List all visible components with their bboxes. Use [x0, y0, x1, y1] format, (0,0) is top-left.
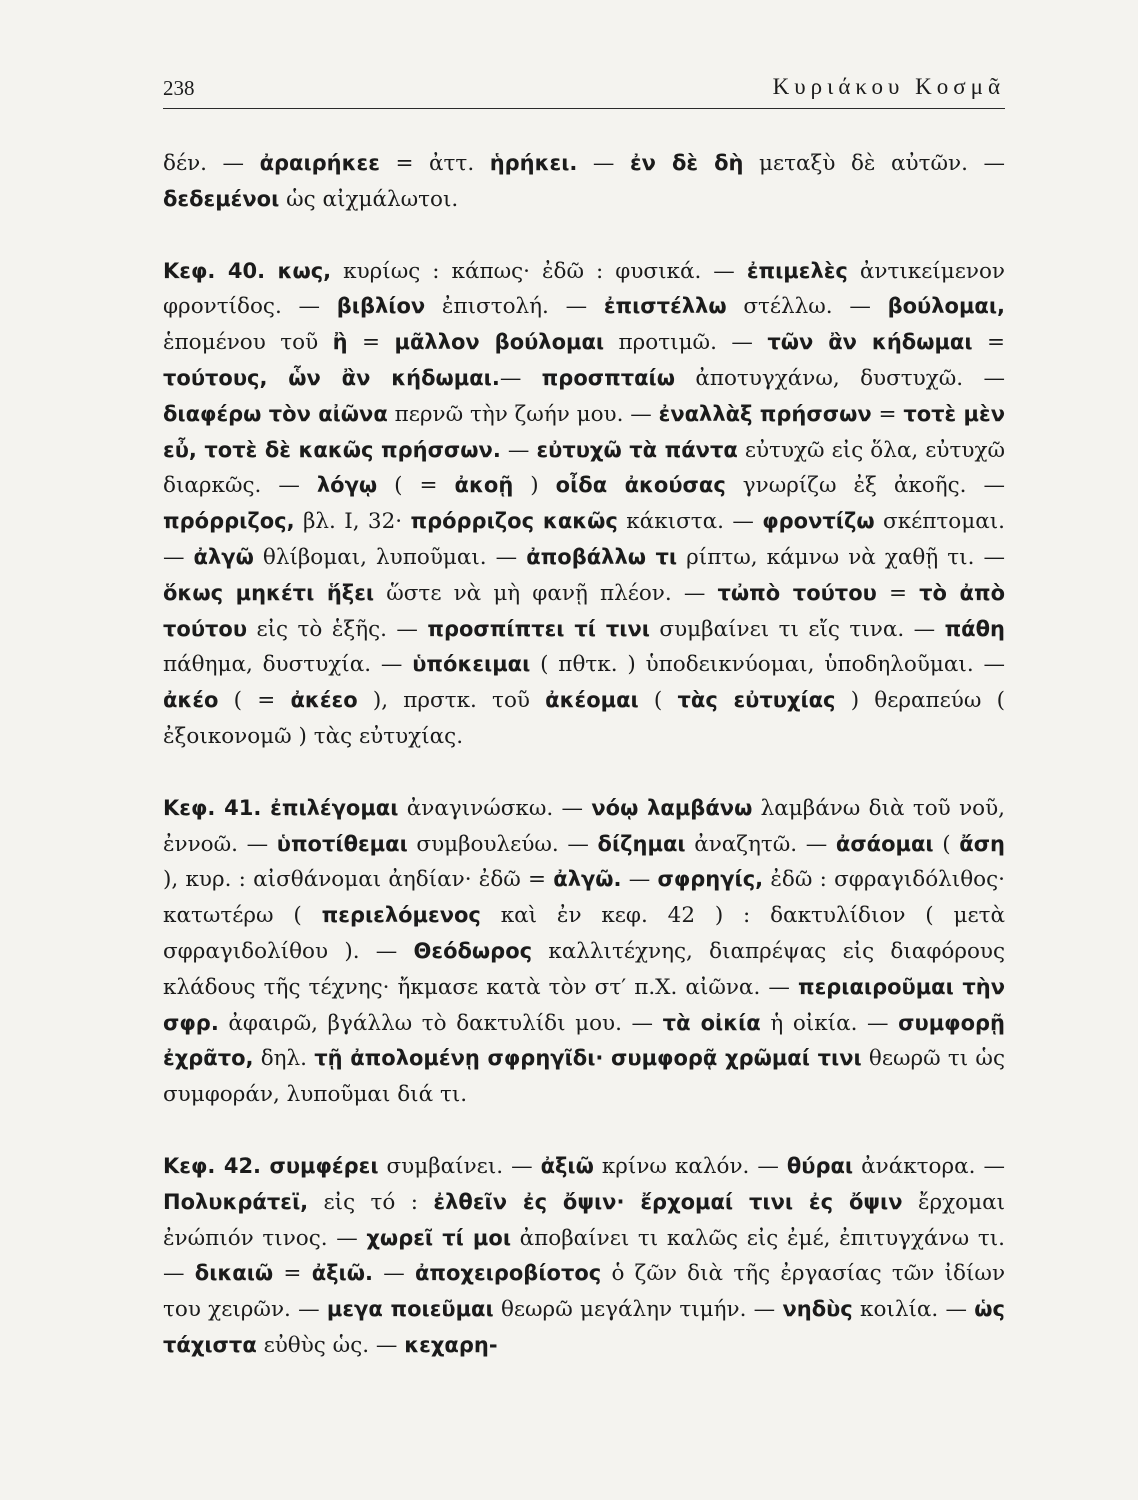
glossary-term: φροντίζω — [762, 509, 875, 534]
glossary-term: ἐναλλὰξ πρήσσων — [658, 401, 872, 426]
glossary-text: βλ. I, 32· — [294, 509, 411, 535]
glossary-text: κρίνω καλόν. — — [593, 1153, 787, 1179]
glossary-text: κυρίως : κάπως· ἐδῶ : φυσικά. — — [331, 258, 747, 284]
glossary-text: ), κυρ. : αἰσθάνομαι ἀηδίαν· ἐδῶ = — [163, 867, 554, 893]
glossary-term: πρόρριζος, — [163, 509, 295, 534]
glossary-term: τὠπὸ τούτου — [717, 580, 877, 605]
glossary-text: εὐτυχῶ εἰς ὅλα, εὐτυχῶ διαρκῶς. — — [163, 437, 1006, 499]
glossary-term: ἐλθεῖν ἐς ὄψιν· ἔρχομαί τινι ἐς ὄψιν — [433, 1189, 903, 1214]
paragraph-chapter-42 — [163, 1149, 1005, 1364]
glossary-text: ( = — [377, 473, 455, 499]
glossary-term: ἄση — [959, 831, 1005, 856]
glossary-text: κάκιστα. — — [617, 509, 763, 535]
glossary-term: τὰ οἰκία — [662, 1010, 761, 1035]
glossary-term: τοτὲ μὲν εὖ, τοτὲ δὲ κακῶς πρήσσων. — [163, 401, 1006, 462]
glossary-text: ἡ οἰκία. — — [760, 1010, 899, 1036]
glossary-text: — — [577, 151, 630, 176]
glossary-text: εἰς τὸ ἑξῆς. — — [247, 616, 428, 642]
glossary-term: προσπίπτει τί τινι — [427, 616, 650, 641]
glossary-text: ἀποτυγχάνω, δυστυχῶ. — — [674, 365, 1005, 391]
glossary-term: πρόρριζος κακῶς — [410, 509, 618, 534]
glossary-term: κεχαρη- — [404, 1332, 498, 1357]
glossary-term: δεδεμένοι — [163, 186, 280, 211]
glossary-text: ἔρχομαι ἐνώπιόν τινος. — — [163, 1189, 1006, 1251]
paragraph-continuation — [163, 146, 1005, 218]
page-header — [163, 74, 1005, 109]
glossary-term: δίζημαι — [597, 831, 686, 856]
glossary-term: μεγα ποιεῦμαι — [326, 1297, 494, 1322]
glossary-text: ἀφαιρῶ, βγάλλω τὸ δακτυλίδι μου. — — [218, 1010, 663, 1036]
glossary-term: προσπταίω — [541, 365, 675, 390]
glossary-term: Πολυκράτεϊ, — [163, 1189, 309, 1214]
glossary-term: βιβλίον — [336, 294, 426, 319]
glossary-term: λόγῳ — [316, 473, 378, 498]
glossary-term: διαφέρω τὸν αἰῶνα — [163, 401, 388, 426]
glossary-term: τῇ ἀπολομένῃ σφρηγῖδι· συμφορᾷ χρῶμαί τινι — [314, 1046, 862, 1071]
glossary-text: = — [876, 580, 920, 606]
glossary-term: συμφορῇ ἐχρᾶτο, — [163, 1010, 1005, 1071]
glossary-term: τὸ ἀπὸ τούτου — [163, 580, 1005, 641]
glossary-text: ) — [513, 473, 556, 499]
running-head-author: Κυριάκου Κοσμᾶ — [772, 74, 1005, 99]
glossary-text: δέν. — — [163, 151, 260, 176]
glossary-text: σκέπτομαι. — — [163, 509, 1005, 570]
glossary-term: σφρηγίς, — [657, 867, 764, 892]
glossary-term: Θεόδωρος — [413, 938, 533, 963]
glossary-text: καλλιτέχνης, διαπρέψας εἰς διαφόρους κλάδους τῆς τέχνης· ἤκμασε κατὰ τὸν στ′ π.Χ. αἰῶνα. — — [163, 938, 1006, 1000]
glossary-term: ἀκέομαι — [545, 688, 639, 713]
glossary-term: νηδὺς — [782, 1297, 853, 1322]
glossary-text: ἑπομένου τοῦ — [163, 330, 333, 356]
glossary-text: λαμβάνω διὰ τοῦ νοῦ, ἐννοῶ. — — [163, 795, 1005, 857]
glossary-term: τὰς εὐτυχίας — [677, 688, 836, 713]
glossary-text: ( = — [218, 688, 291, 714]
glossary-term: ἀσάομαι — [835, 831, 934, 856]
glossary-text: ) θεραπεύω ( ἐξοικονομῶ ) τὰς εὐτυχίας. — [163, 688, 1005, 749]
glossary-term: ἀποβάλλω τι — [526, 544, 678, 569]
glossary-term: περιελόμενος — [321, 903, 481, 928]
glossary-text: ἐπιστολή. — — [425, 294, 604, 320]
glossary-text: — — [500, 437, 537, 463]
glossary-text: ἀνάκτορα. — — [853, 1153, 1005, 1179]
glossary-term: ἀλγῶ. — [553, 867, 622, 892]
glossary-text: μεταξὺ δὲ αὐτῶν. — — [743, 151, 1005, 176]
glossary-term: ἀξιῶ. — [311, 1261, 373, 1286]
glossary-text: ρίπτω, κάμνω νὰ χαθῇ τι. — — [677, 544, 1005, 570]
glossary-text: = — [347, 330, 395, 356]
glossary-term: βούλομαι, — [887, 294, 1005, 319]
glossary-term: ἀποχειροβίοτος — [414, 1261, 602, 1286]
glossary-term: πάθη — [944, 616, 1005, 641]
glossary-text: κοιλία. — — [852, 1297, 975, 1323]
glossary-text: ( — [638, 688, 678, 714]
glossary-term: μᾶλλον βούλομαι — [394, 330, 605, 355]
glossary-term: νόῳ λαμβάνω — [591, 795, 753, 820]
glossary-text: γνωρίζω ἐξ ἀκοῆς. — — [725, 473, 1005, 499]
glossary-term: εὐτυχῶ τὰ πάντα — [536, 437, 738, 462]
glossary-term: ὅκως μηκέτι ἥξει — [163, 580, 375, 605]
glossary-text: = — [273, 1261, 312, 1287]
glossary-text: ( πθτκ. ) ὑποδεικνύομαι, ὑποδηλοῦμαι. — — [530, 652, 1005, 678]
glossary-text: θεωρῶ μεγάλην τιμήν. — — [493, 1297, 783, 1323]
glossary-text: ὥστε νὰ μὴ φανῇ πλέον. — — [374, 580, 718, 606]
glossary-term: ὑποτίθεμαι — [276, 831, 408, 856]
glossary-term: ὑπόκειμαι — [412, 652, 531, 677]
glossary-text: εὐθὺς ὡς. — — [256, 1332, 405, 1358]
glossary-term: ἐν δὲ δὴ — [629, 151, 744, 175]
glossary-text: ( — [933, 831, 960, 857]
glossary-text: ἀποβαίνει τι καλῶς εἰς ἐμέ, ἐπιτυγχάνω τι. — — [163, 1225, 1005, 1287]
glossary-term: τούτους, ὧν ἂν κήδωμαι. — [163, 365, 500, 390]
glossary-text: συμβαίνει. — — [378, 1153, 541, 1179]
glossary-term: τῶν ἂν κήδωμαι — [767, 330, 973, 355]
glossary-term: ἐπιμελὲς — [746, 258, 848, 283]
glossary-term: περιαιροῦμαι τὴν σφρ. — [163, 974, 1005, 1035]
glossary-text: — — [372, 1261, 415, 1287]
glossary-text: ὡς αἰχμάλωτοι. — [279, 186, 459, 212]
glossary-term: ἀλγῶ — [193, 544, 254, 569]
glossary-text: θεωρῶ τι ὡς συμφοράν, λυποῦμαι διά τι. — [163, 1046, 1005, 1108]
paragraph-chapter-41 — [163, 791, 1005, 1113]
glossary-term: οἶδα ἀκούσας — [555, 473, 726, 498]
page-number: 238 — [163, 76, 195, 100]
glossary-text: = — [972, 330, 1005, 356]
glossary-text: — — [621, 867, 658, 893]
glossary-term: Κεφ. 42. συμφέρει — [163, 1153, 379, 1178]
glossary-text: ἐδῶ : σφραγιδόλιθος· κατωτέρω ( — [163, 867, 1005, 929]
glossary-text: συμβουλεύω. — — [407, 831, 598, 857]
glossary-text: ἀντικείμενον φροντίδος. — — [163, 258, 1005, 320]
glossary-term: ἀραιρήκεε — [259, 151, 380, 175]
glossary-text: συμβαίνει τι εἴς τινα. — — [649, 616, 945, 642]
glossary-text: πάθημα, δυστυχία. — — [163, 652, 413, 678]
glossary-term: χωρεῖ τί μοι — [366, 1225, 511, 1250]
glossary-term: ἢ — [332, 330, 348, 355]
glossary-text: = — [871, 401, 904, 427]
glossary-text: καὶ ἐν κεφ. 42 ) : δακτυλίδιον ( μετὰ σφραγιδολίθου ). — — [163, 903, 1005, 964]
glossary-text: ἀναγινώσκω. — — [398, 795, 592, 821]
glossary-text: = ἀττ. — [379, 151, 490, 176]
paragraph-chapter-40 — [163, 254, 1005, 755]
glossary-term: ἀκέο — [163, 688, 219, 713]
glossary-term: ἀκοῇ — [454, 473, 514, 498]
glossary-text: ἀναζητῶ. — — [685, 831, 836, 857]
glossary-text: δηλ. — [253, 1046, 315, 1072]
glossary-term: ὡς τάχιστα — [163, 1297, 1005, 1357]
glossary-text: — — [499, 365, 542, 391]
glossary-text: εἰς τό : — [308, 1189, 434, 1215]
glossary-text: περνῶ τὴν ζωήν μου. — — [387, 401, 659, 427]
glossary-term: ἡρήκει. — [489, 151, 578, 175]
glossary-term: ἀκέεο — [290, 688, 358, 713]
glossary-text: προτιμῶ. — — [604, 330, 768, 356]
glossary-term: ἐπιστέλλω — [603, 294, 727, 319]
glossary-term: Κεφ. 41. ἐπιλέγομαι — [163, 795, 399, 820]
glossary-term: Κεφ. 40. κως, — [163, 258, 332, 283]
glossary-term: δικαιῶ — [194, 1261, 274, 1286]
glossary-text: στέλλω. — — [726, 294, 888, 320]
glossary-text: ὁ ζῶν διὰ τῆς ἐργασίας τῶν ἰδίων του χειρῶν. — — [163, 1261, 1006, 1323]
page-body — [163, 146, 1005, 1364]
glossary-term: θύραι — [786, 1153, 854, 1178]
glossary-text: θλίβομαι, λυποῦμαι. — — [253, 544, 527, 570]
glossary-term: ἀξιῶ — [540, 1153, 594, 1178]
glossary-text: ), πρστκ. τοῦ — [357, 688, 546, 714]
